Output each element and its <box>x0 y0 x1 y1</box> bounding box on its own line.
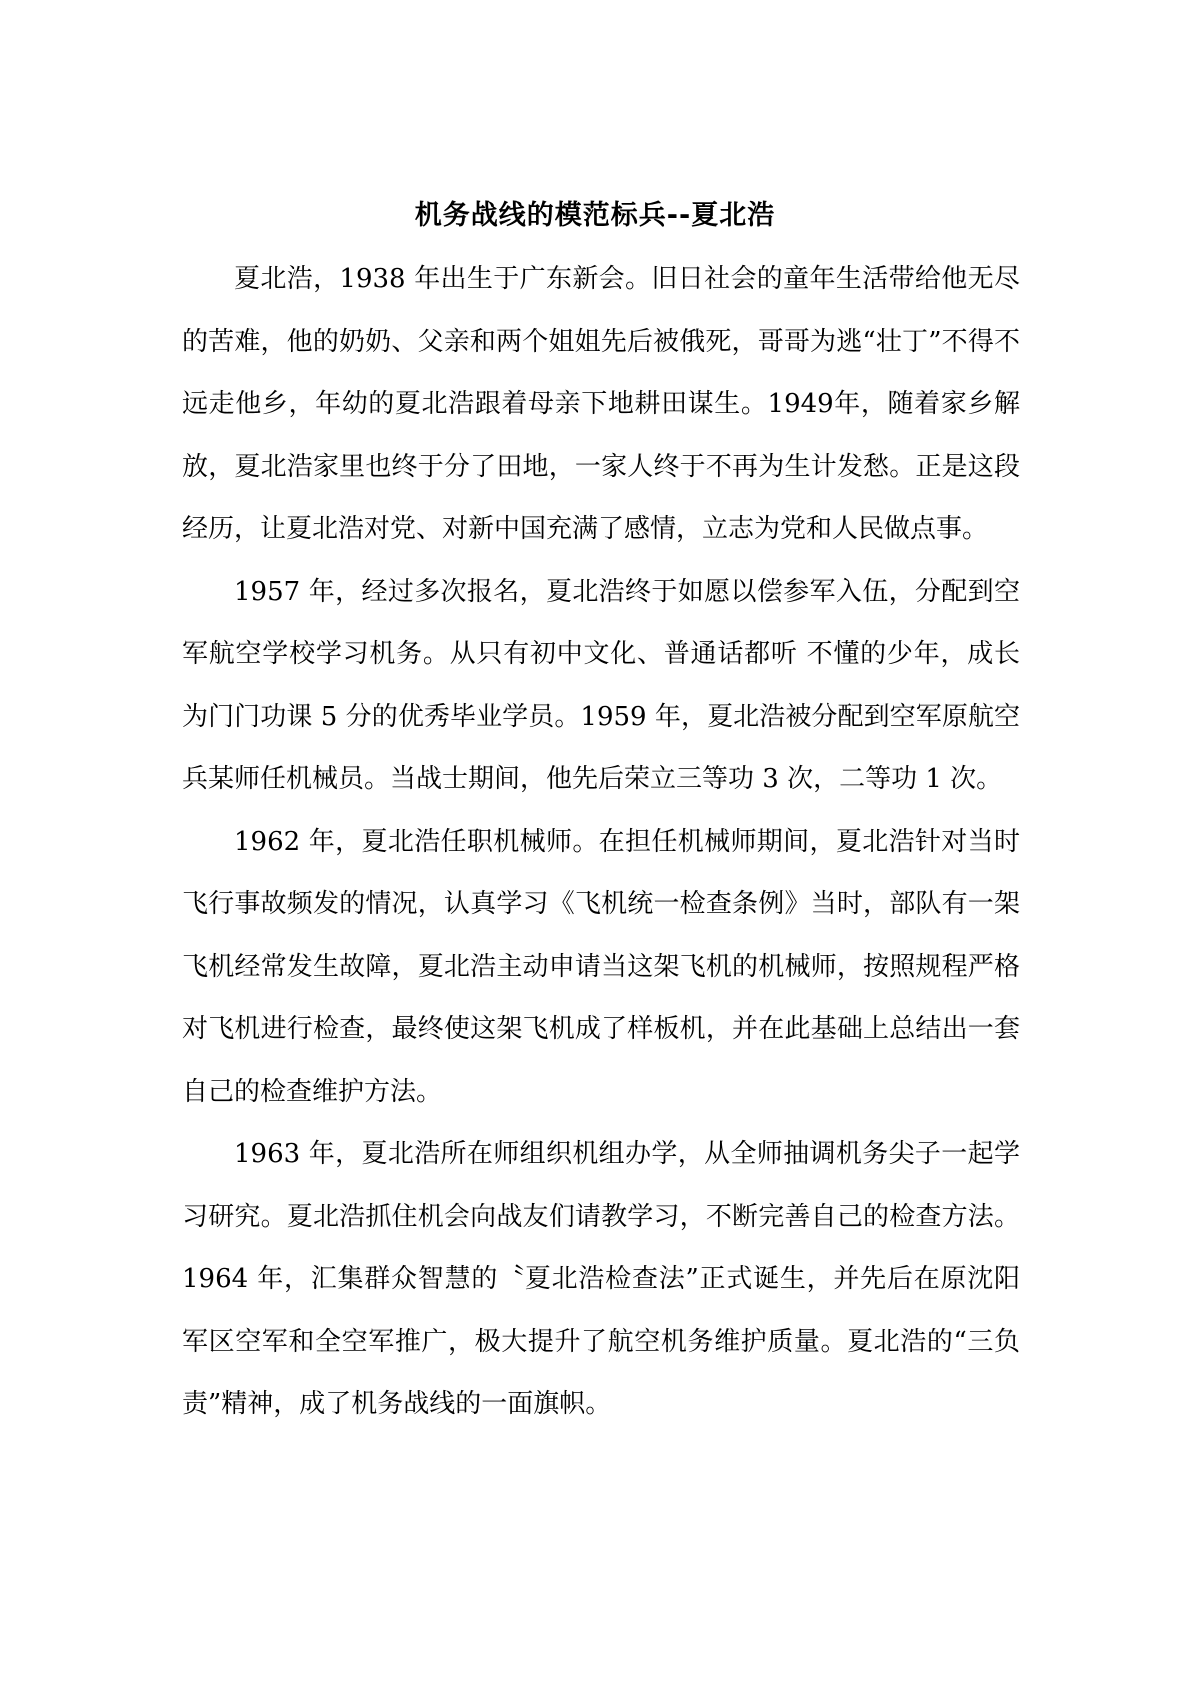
paragraph-4: 1963 年，夏北浩所在师组织机组办学，从全师抽调机务尖子一起学习研究。夏北浩抓住机会向战友们请教学习，不断完善自己的检查方法。1964 年，汇集群众智慧的〝夏北浩检查法”正式诞生，并先后在原沈阳军区空军和全空军推广，极大提升了航空机务维护质量。夏北浩的“三负责”精神，成了机务战线的一面旗帜。 <box>182 1139 1020 1419</box>
document-body <box>182 248 1020 1436</box>
paragraph-3: 1962 年，夏北浩任职机械师。在担任机械师期间，夏北浩针对当时飞行事故频发的情况，认真学习《飞机统一检查条例》当时，部队有一架飞机经常发生故障，夏北浩主动申请当这架飞机的机械师，按照规程严格对飞机进行检查，最终使这架飞机成了样板机，并在此基础上总结出一套自己的检查维护方法。 <box>182 826 1020 1107</box>
paragraph-1: 夏北浩，1938 年出生于广东新会。旧日社会的童年生活带给他无尽的苦难，他的奶奶、父亲和两个姐姐先后被俄死，哥哥为逃“壮丁”不得不远走他乡，年幼的夏北浩跟着母亲下地耕田谋生。1949年，随着家乡解放，夏北浩家里也终于分了田地，一家人终于不再为生计发愁。正是这段经历，让夏北浩对党、对新中国充满了感情，立志为党和人民做点事。 <box>182 264 1020 544</box>
paragraph-2: 1957 年，经过多次报名，夏北浩终于如愿以偿参军入伍，分配到空军航空学校学习机务。从只有初中文化、普通话都听 不懂的少年，成长为门门功课 5 分的优秀毕业学员。1959 年，夏北浩被分配到空军原航空兵某师任机械员。当战士期间，他先后荣立三等功 3 次，二等功 1 次。 <box>182 576 1020 794</box>
document-title: 机务战线的模范标兵--夏北浩 <box>414 200 776 232</box>
